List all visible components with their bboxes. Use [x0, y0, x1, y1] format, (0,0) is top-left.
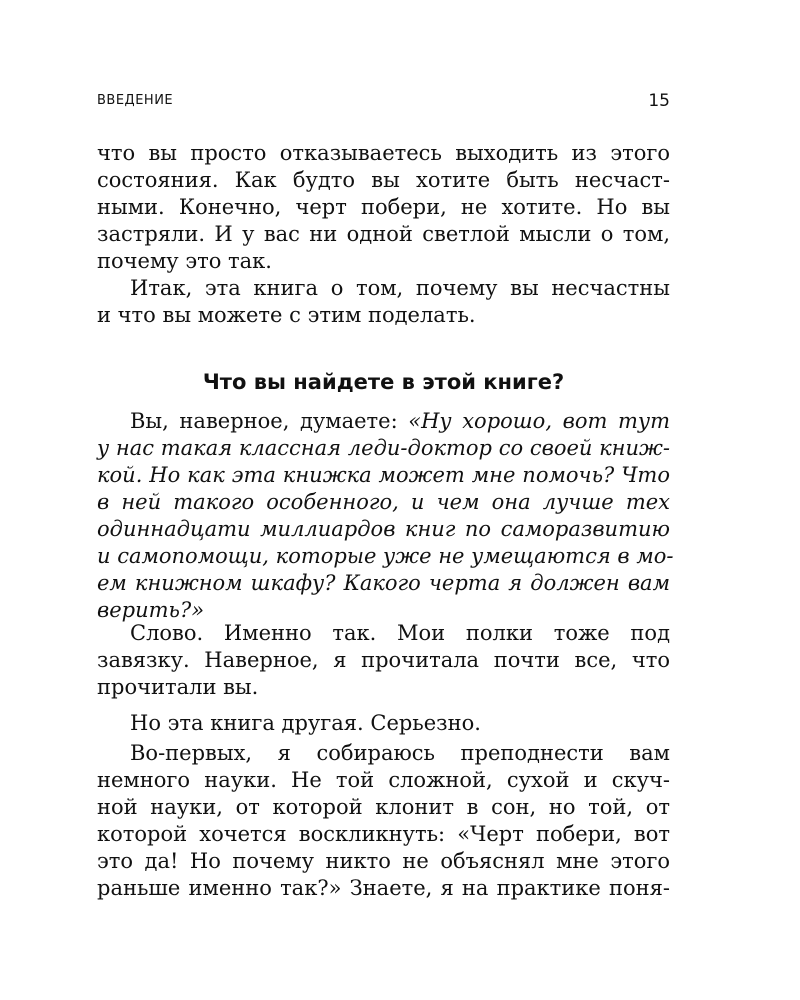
text-line: которой хочется воскликнуть: «Черт побери, вот: [97, 822, 670, 846]
text-lead: Вы, наверное, думаете:: [130, 409, 409, 433]
paragraph-science: [97, 740, 670, 902]
text-line: ными. Конечно, черт побери, не хотите. Но вы: [97, 195, 670, 219]
text-line: у нас такая классная леди-доктор со своей книж-: [97, 436, 670, 460]
paragraph-continuation: [97, 140, 670, 275]
running-head: ВВЕДЕНИЕ: [97, 93, 174, 108]
text-line: состояния. Как будто вы хотите быть несчаст-: [97, 168, 670, 192]
paragraph-agreement: [97, 620, 670, 701]
text-line: Но эта книга другая. Серьезно.: [130, 711, 481, 735]
text-line: одиннадцати миллиардов книг по саморазвитию: [97, 517, 670, 541]
paragraph-summary: [97, 275, 670, 329]
paragraph-reader-question: [97, 408, 674, 624]
text-line: прочитали вы.: [97, 675, 259, 699]
text-line: Слово. Именно так. Мои полки тоже под: [130, 621, 670, 645]
section-heading: Что вы найдете в этой книге?: [202, 370, 565, 394]
text-line: и что вы можете с этим поделать.: [97, 303, 476, 327]
paragraph-different: [97, 710, 670, 737]
text-line: застряли. И у вас ни одной светлой мысли о том,: [97, 222, 670, 246]
text-line: кой. Но как эта книжка может мне помочь? Что: [97, 463, 670, 487]
text-line: верить?»: [97, 598, 205, 622]
text-line: раньше именно так?» Знаете, я на практике поня-: [97, 876, 670, 900]
text-line: почему это так.: [97, 249, 272, 273]
text-line: ем книжном шкафу? Какого черта я должен вам: [97, 571, 670, 595]
text-line: ной науки, от которой клонит в сон, но той, от: [97, 795, 670, 819]
page-number: 15: [648, 91, 670, 111]
text-line: [97, 408, 670, 435]
text-line: что вы просто отказываетесь выходить из этого: [97, 141, 670, 165]
text-line: это да! Но почему никто не объяснял мне этого: [97, 849, 670, 873]
text-line: немного науки. Не той сложной, сухой и скуч-: [97, 768, 670, 792]
italic-quote-start: «Ну хорошо, вот тут: [408, 409, 670, 433]
text-line: завязку. Наверное, я прочитала почти все, что: [97, 648, 670, 672]
text-line: в ней такого особенного, и чем она лучше тех: [97, 490, 670, 514]
text-line: Во-первых, я собираюсь преподнести вам: [130, 741, 670, 765]
text-line: Итак, эта книга о том, почему вы несчастны: [130, 276, 670, 300]
text-line: и самопомощи, которые уже не умещаются в мо-: [97, 544, 674, 568]
